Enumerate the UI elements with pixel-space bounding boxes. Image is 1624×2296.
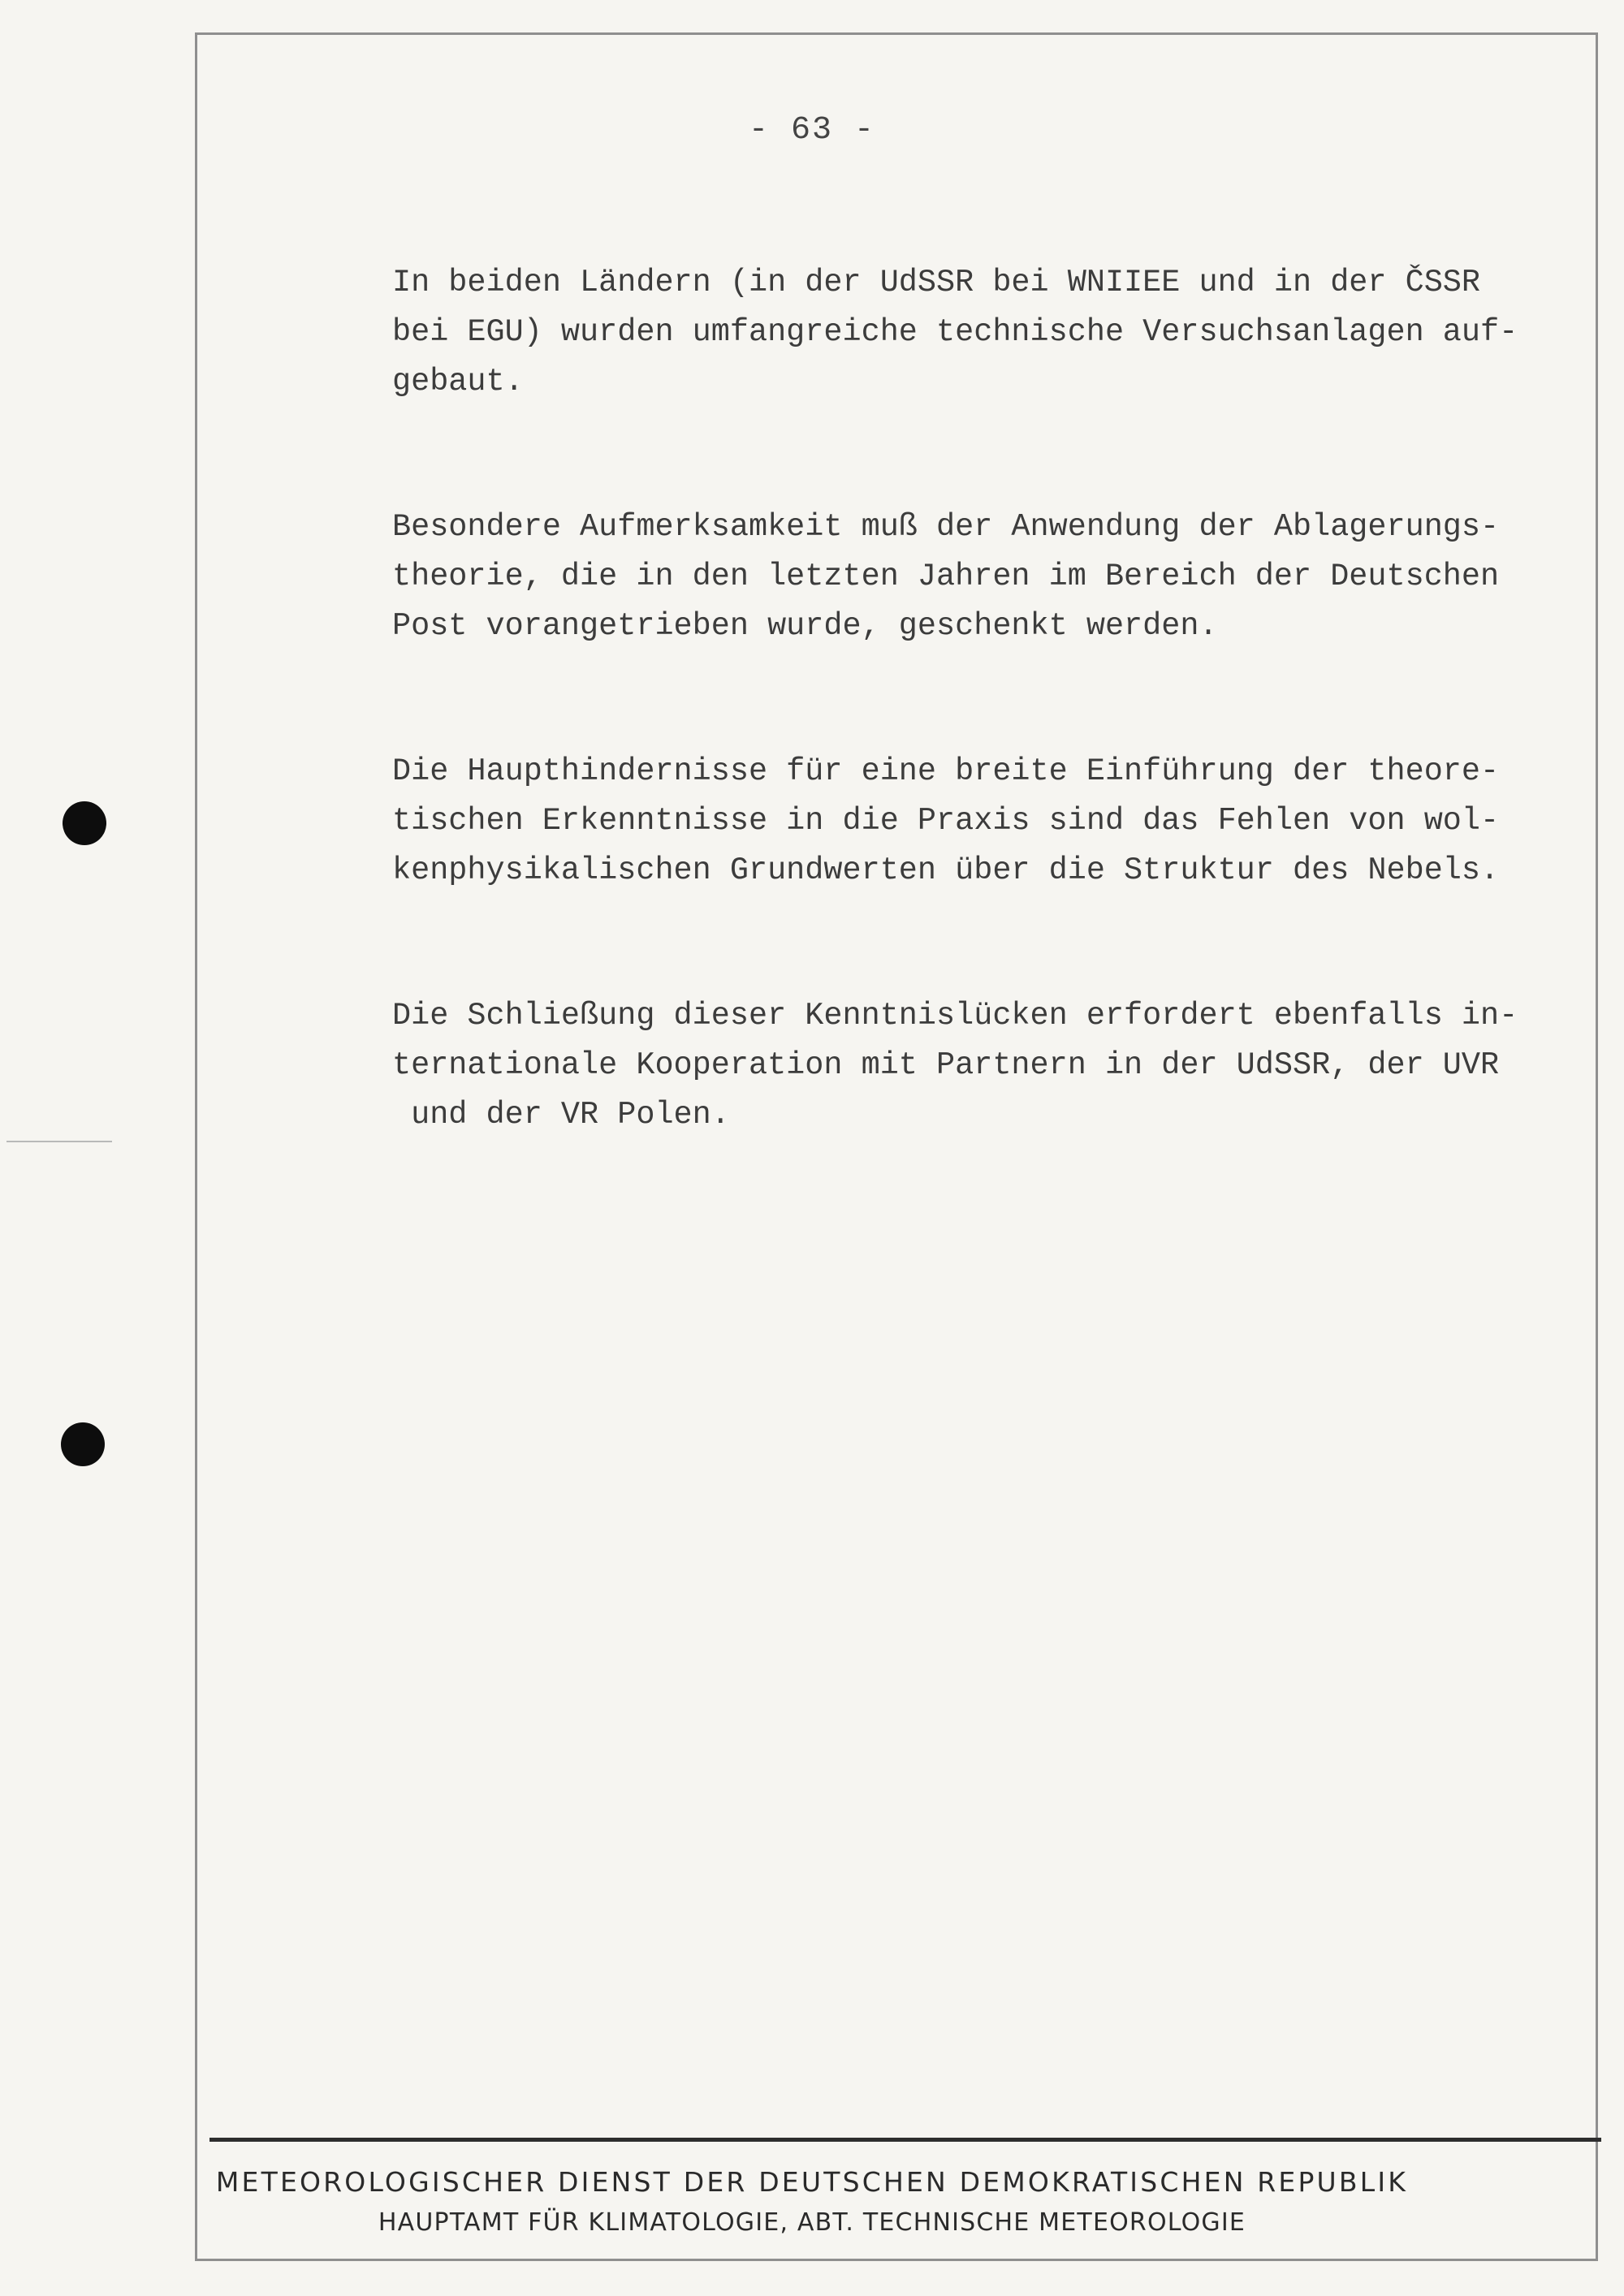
text-line: Die Haupthindernisse für eine breite Einführung der theore- xyxy=(392,753,1500,789)
paragraph xyxy=(392,991,1586,1140)
text-line: tischen Erkenntnisse in die Praxis sind das Fehlen von wol- xyxy=(392,803,1500,839)
text-line: gebaut. xyxy=(392,364,524,399)
text-line: bei EGU) wurden umfangreiche technische Versuchsanlagen auf- xyxy=(392,314,1518,350)
footer-rule xyxy=(209,2138,1601,2142)
text-line: kenphysikalischen Grundwerten über die Struktur des Nebels. xyxy=(392,852,1500,888)
body-text xyxy=(392,258,1586,1236)
text-line: ternationale Kooperation mit Partnern in der UdSSR, der UVR xyxy=(392,1047,1500,1083)
paragraph xyxy=(392,258,1586,407)
punch-hole-top xyxy=(63,801,106,845)
text-line: Die Schließung dieser Kenntnislücken erfordert ebenfalls in- xyxy=(392,998,1518,1034)
text-line: und der VR Polen. xyxy=(392,1097,730,1133)
punch-hole-bottom xyxy=(61,1422,105,1466)
footer-organization: METEOROLOGISCHER DIENST DER DEUTSCHEN DEMOKRATISCHEN REPUBLIK xyxy=(215,2166,1409,2198)
fold-mark xyxy=(6,1141,112,1142)
text-line: Besondere Aufmerksamkeit muß der Anwendung der Ablagerungs- xyxy=(392,509,1500,545)
text-line: theorie, die in den letzten Jahren im Bereich der Deutschen xyxy=(392,559,1500,594)
text-line: In beiden Ländern (in der UdSSR bei WNIIEE und in der ČSSR xyxy=(392,265,1481,300)
text-line: Post vorangetrieben wurde, geschenkt werden. xyxy=(392,608,1218,644)
paragraph xyxy=(392,503,1586,651)
footer-department: HAUPTAMT FÜR KLIMATOLOGIE, ABT. TECHNISCHE METEOROLOGIE xyxy=(378,2208,1246,2237)
page-number: - 63 - xyxy=(748,112,876,149)
paragraph xyxy=(392,747,1586,896)
